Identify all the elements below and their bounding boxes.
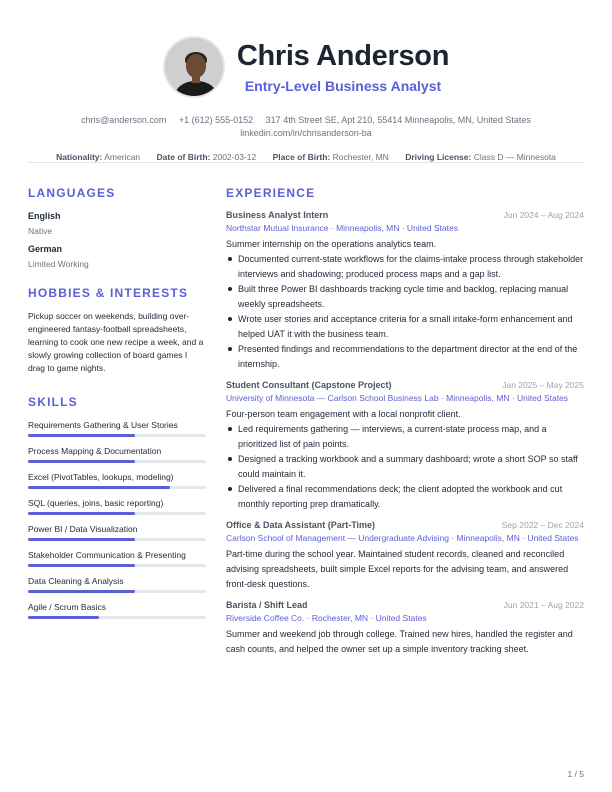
language-name: English	[28, 211, 61, 221]
languages-section	[28, 186, 206, 270]
skill-label: SQL (queries, joins, basic reporting)	[28, 498, 164, 508]
skill-bar-fill	[28, 486, 170, 489]
skill-bar-fill	[28, 460, 135, 463]
hobbies-text: Pickup soccer on weekends, building over-engineered fantasy-football spreadsheets, learning to cook one new recipe a week, and a slowly growing collection of board games I drag to game nights.	[28, 311, 204, 373]
experience-item	[226, 210, 584, 372]
job-dates: Jan 2025 – May 2025	[502, 380, 584, 390]
job-summary: Summer and weekend job through college. Trained new hires, handled the register and cash counts, and helped the owner set up a simple inventory tracking sheet.	[226, 629, 573, 654]
skill-bar-fill	[28, 512, 135, 515]
skill-bar-fill	[28, 434, 135, 437]
language-name: German	[28, 244, 63, 254]
job-bullet: Designed a tracking workbook and a summary dashboard; wrote a short SOP so staff could maintain it.	[226, 452, 584, 482]
skill-bar	[28, 434, 206, 437]
job-header	[226, 520, 584, 530]
job-bullet: Wrote user stories and acceptance criteria for a small intake-form enhancement and helped UAT it with the business team.	[226, 312, 584, 342]
contact-info	[0, 114, 612, 140]
skill-bar	[28, 460, 206, 463]
resume-header	[0, 36, 612, 162]
skill-label: Process Mapping & Documentation	[28, 446, 162, 456]
skill-label: Excel (PivotTables, lookups, modeling)	[28, 472, 174, 482]
language-level: Native	[28, 226, 53, 236]
detail-place-of-birth: Place of Birth: Rochester, MN	[272, 152, 389, 162]
skill-bar-fill	[28, 616, 99, 619]
skill-bar	[28, 486, 206, 489]
linkedin-link[interactable]: linkedin.com/in/chrisanderson-ba	[240, 128, 372, 138]
experience-title: EXPERIENCE	[226, 186, 316, 200]
experience-item	[226, 600, 584, 657]
skill-label: Stakeholder Communication & Presenting	[28, 550, 186, 560]
skill-bar	[28, 616, 206, 619]
left-column	[28, 186, 206, 627]
skill-label: Data Cleaning & Analysis	[28, 576, 124, 586]
skill-item	[28, 445, 206, 463]
job-summary: Summer internship on the operations analytics team.	[226, 239, 437, 249]
skill-label: Power BI / Data Visualization	[28, 524, 138, 534]
skill-item	[28, 419, 206, 437]
profile-photo-icon	[165, 38, 225, 98]
skill-label: Agile / Scrum Basics	[28, 602, 106, 612]
right-column	[226, 186, 584, 665]
page-number: 1 / 5	[567, 769, 584, 779]
job-title: Student Consultant (Capstone Project)	[226, 380, 392, 390]
job-header	[226, 380, 584, 390]
skill-item	[28, 523, 206, 541]
address-text: 317 4th Street SE, Apt 210, 55414 Minneapolis, MN, United States	[265, 115, 531, 125]
job-bullet: Presented findings and recommendations to the department director at the end of the internship.	[226, 342, 584, 372]
skill-bar	[28, 512, 206, 515]
skill-item	[28, 497, 206, 515]
hobbies-section	[28, 286, 206, 375]
detail-driving-license: Driving License: Class D — Minnesota	[405, 152, 556, 162]
job-bullet: Documented current-state workflows for the claims-intake process through stakeholder interviews and shadowing; produced process maps and a gap list.	[226, 252, 584, 282]
skills-section	[28, 395, 206, 619]
skill-bar	[28, 538, 206, 541]
detail-nationality: Nationality: American	[56, 152, 141, 162]
job-bullets	[226, 252, 584, 372]
personal-details	[0, 152, 612, 162]
job-header	[226, 210, 584, 220]
header-divider	[28, 162, 584, 163]
job-organization: University of Minnesota — Carlson School Business Lab · Minneapolis, MN · United States	[226, 393, 569, 403]
job-title: Business Analyst Intern	[226, 210, 329, 220]
language-item	[28, 243, 206, 270]
job-organization: Northstar Mutual Insurance · Minneapolis, MN · United States	[226, 223, 458, 233]
job-bullet: Delivered a final recommendations deck; the client adopted the workbook and cut monthly reporting prep dramatically.	[226, 482, 584, 512]
avatar	[163, 36, 225, 98]
skill-bar	[28, 590, 206, 593]
name-block	[237, 39, 449, 95]
job-bullets	[226, 422, 584, 512]
candidate-name: Chris Anderson	[236, 40, 450, 72]
languages-title: LANGUAGES	[28, 186, 116, 200]
email-link[interactable]: chris@anderson.com	[81, 115, 167, 125]
hobbies-title: HOBBIES & INTERESTS	[28, 286, 189, 300]
skill-bar-fill	[28, 538, 135, 541]
job-organization: Riverside Coffee Co. · Rochester, MN · United States	[226, 613, 427, 623]
job-dates: Jun 2021 – Aug 2022	[503, 600, 584, 610]
skills-title: SKILLS	[28, 395, 78, 409]
skill-bar-fill	[28, 564, 135, 567]
phone-link[interactable]: +1 (612) 555-0152	[178, 115, 254, 125]
job-summary: Part-time during the school year. Maintained student records, cleaned and reconciled advising spreadsheets, built simple Excel reports for the advising team, and answered front-desk questions.	[226, 549, 569, 589]
name-row	[0, 36, 612, 98]
job-title: Barista / Shift Lead	[226, 600, 308, 610]
language-level: Limited Working	[28, 259, 89, 269]
experience-item	[226, 380, 584, 512]
skill-item	[28, 471, 206, 489]
skill-bar	[28, 564, 206, 567]
detail-date-of-birth: Date of Birth: 2002-03-12	[156, 152, 257, 162]
skill-label: Requirements Gathering & User Stories	[28, 420, 178, 430]
skill-item	[28, 549, 206, 567]
language-item	[28, 210, 206, 237]
experience-item	[226, 520, 584, 592]
job-title: Office & Data Assistant (Part-Time)	[226, 520, 376, 530]
skill-item	[28, 575, 206, 593]
candidate-role: Entry-Level Business Analyst	[244, 78, 442, 94]
job-organization: Carlson School of Management — Undergraduate Advising · Minneapolis, MN · United States	[226, 533, 579, 543]
job-header	[226, 600, 584, 610]
job-bullet: Led requirements gathering — interviews, a current-state process map, and a prioritized list of pain points.	[226, 422, 584, 452]
job-dates: Sep 2022 – Dec 2024	[501, 520, 584, 530]
job-bullet: Built three Power BI dashboards tracking cycle time and backlog, replacing manual weekly spreadsheets.	[226, 282, 584, 312]
skill-bar-fill	[28, 590, 135, 593]
job-summary: Four-person team engagement with a local nonprofit client.	[226, 409, 461, 419]
skill-item	[28, 601, 206, 619]
skills-list	[28, 419, 206, 619]
job-dates: Jun 2024 – Aug 2024	[503, 210, 584, 220]
